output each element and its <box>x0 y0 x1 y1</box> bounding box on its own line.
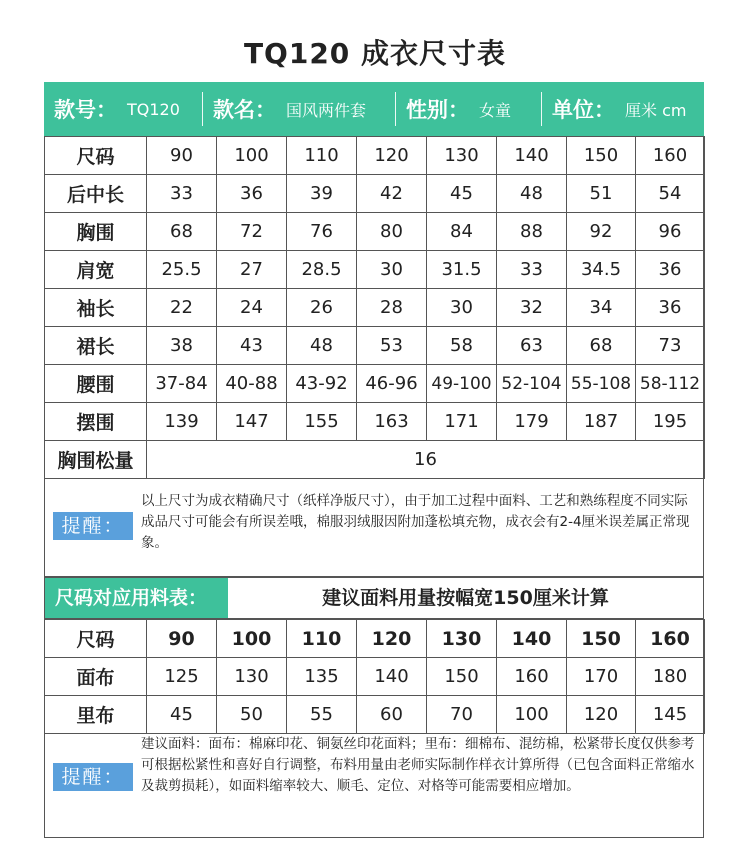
fabric-subtitle: 建议面料用量按幅宽150厘米计算 <box>322 587 609 609</box>
fabric-header <box>44 577 704 619</box>
table-cell: 68 <box>567 327 636 365</box>
table-cell: 170 <box>567 658 636 696</box>
table-cell: 50 <box>217 696 287 734</box>
table-cell: 63 <box>497 327 567 365</box>
row-label: 肩宽 <box>45 251 147 289</box>
ease-label: 胸围松量 <box>45 441 147 479</box>
table-cell: 49-100 <box>427 365 497 403</box>
table-cell: 120 <box>567 696 636 734</box>
header-cell: 120 <box>357 137 427 175</box>
reminder-badge: 提醒： <box>53 763 133 791</box>
table-cell: 96 <box>636 213 705 251</box>
table-cell: 147 <box>217 403 287 441</box>
table-cell: 160 <box>497 658 567 696</box>
divider <box>202 92 203 126</box>
table-row <box>45 289 705 327</box>
table-cell: 38 <box>147 327 217 365</box>
table-cell: 31.5 <box>427 251 497 289</box>
gender <box>396 82 541 136</box>
style-no-key: 款号： <box>54 98 117 122</box>
table-cell: 58 <box>427 327 497 365</box>
header-cell: 160 <box>636 137 705 175</box>
header-cell: 130 <box>427 137 497 175</box>
table-cell: 43 <box>217 327 287 365</box>
header-cell: 140 <box>497 137 567 175</box>
table-cell: 60 <box>357 696 427 734</box>
table-cell: 88 <box>497 213 567 251</box>
row-label: 面布 <box>45 658 147 696</box>
header-cell: 110 <box>287 620 357 658</box>
row-label: 裙长 <box>45 327 147 365</box>
table-cell: 32 <box>497 289 567 327</box>
table-cell: 48 <box>497 175 567 213</box>
table-cell: 40-88 <box>217 365 287 403</box>
table-cell: 54 <box>636 175 705 213</box>
table-cell: 140 <box>357 658 427 696</box>
table-cell: 125 <box>147 658 217 696</box>
row-label: 摆围 <box>45 403 147 441</box>
header-cell: 160 <box>636 620 705 658</box>
reminder-text: 以上尺寸为成衣精确尺寸（纸样净版尺寸），由于加工过程中面料、工艺和熟练程度不同实际成品尺寸可能会有所误差哦，棉服羽绒服因附加蓬松填充物，成衣会有2-4厘米误差属正常现象。 <box>141 493 690 551</box>
header-cell: 120 <box>357 620 427 658</box>
table-cell: 48 <box>287 327 357 365</box>
style-name-key: 款名： <box>213 98 276 122</box>
table-row <box>45 658 705 696</box>
table-cell: 28.5 <box>287 251 357 289</box>
header-cell: 100 <box>217 620 287 658</box>
table-cell: 155 <box>287 403 357 441</box>
table-cell: 36 <box>636 251 705 289</box>
header-cell: 110 <box>287 137 357 175</box>
table-cell: 73 <box>636 327 705 365</box>
page-title: TQ120 成衣尺寸表 <box>243 37 507 70</box>
table-cell: 42 <box>357 175 427 213</box>
table-cell: 45 <box>427 175 497 213</box>
table-row <box>45 403 705 441</box>
table-row <box>45 327 705 365</box>
table-row <box>45 251 705 289</box>
table-cell: 76 <box>287 213 357 251</box>
table-cell: 68 <box>147 213 217 251</box>
row-label: 里布 <box>45 696 147 734</box>
fabric-table <box>44 619 705 734</box>
table-cell: 45 <box>147 696 217 734</box>
header-cell: 150 <box>567 620 636 658</box>
table-cell: 36 <box>636 289 705 327</box>
table-cell: 139 <box>147 403 217 441</box>
unit-key: 单位： <box>552 98 615 122</box>
gender-value: 女童 <box>479 100 512 120</box>
table-cell: 39 <box>287 175 357 213</box>
divider <box>541 92 542 126</box>
gender-key: 性别： <box>406 98 469 122</box>
header-cell: 尺码 <box>45 620 147 658</box>
ease-row <box>45 441 705 479</box>
table-cell: 187 <box>567 403 636 441</box>
table-cell: 30 <box>357 251 427 289</box>
table-cell: 27 <box>217 251 287 289</box>
row-label: 袖长 <box>45 289 147 327</box>
table-cell: 33 <box>497 251 567 289</box>
table-cell: 72 <box>217 213 287 251</box>
note-box-1 <box>44 477 704 577</box>
style-no <box>44 82 202 136</box>
header-cell: 90 <box>147 137 217 175</box>
table-row <box>45 213 705 251</box>
table-cell: 34.5 <box>567 251 636 289</box>
table-cell: 52-104 <box>497 365 567 403</box>
table-cell: 55 <box>287 696 357 734</box>
table-row <box>45 365 705 403</box>
style-no-value: TQ120 <box>127 99 180 119</box>
table-cell: 70 <box>427 696 497 734</box>
header-cell: 90 <box>147 620 217 658</box>
table-cell: 43-92 <box>287 365 357 403</box>
table-cell: 55-108 <box>567 365 636 403</box>
header-cell: 140 <box>497 620 567 658</box>
table-cell: 26 <box>287 289 357 327</box>
unit <box>542 82 702 136</box>
table-cell: 145 <box>636 696 705 734</box>
unit-value: 厘米 cm <box>625 100 687 120</box>
style-name-value: 国风两件套 <box>286 100 367 120</box>
table-cell: 36 <box>217 175 287 213</box>
table-cell: 28 <box>357 289 427 327</box>
table-cell: 25.5 <box>147 251 217 289</box>
table-cell: 150 <box>427 658 497 696</box>
table-cell: 30 <box>427 289 497 327</box>
size-table <box>44 136 705 479</box>
style-name <box>203 82 395 136</box>
header-cell: 100 <box>217 137 287 175</box>
header-cell: 150 <box>567 137 636 175</box>
row-label: 腰围 <box>45 365 147 403</box>
table-cell: 100 <box>497 696 567 734</box>
size-header-row <box>45 137 705 175</box>
table-cell: 180 <box>636 658 705 696</box>
table-cell: 24 <box>217 289 287 327</box>
table-cell: 135 <box>287 658 357 696</box>
fabric-header-row <box>45 620 705 658</box>
table-cell: 46-96 <box>357 365 427 403</box>
info-header <box>44 82 704 136</box>
ease-value: 16 <box>147 441 705 479</box>
table-cell: 53 <box>357 327 427 365</box>
table-cell: 37-84 <box>147 365 217 403</box>
fabric-title: 尺码对应用料表： <box>45 578 228 618</box>
table-cell: 163 <box>357 403 427 441</box>
table-cell: 92 <box>567 213 636 251</box>
header-cell: 尺码 <box>45 137 147 175</box>
note-box-2 <box>44 718 704 838</box>
divider <box>395 92 396 126</box>
table-cell: 130 <box>217 658 287 696</box>
table-cell: 51 <box>567 175 636 213</box>
header-cell: 130 <box>427 620 497 658</box>
table-cell: 84 <box>427 213 497 251</box>
row-label: 胸围 <box>45 213 147 251</box>
table-cell: 171 <box>427 403 497 441</box>
table-cell: 22 <box>147 289 217 327</box>
reminder-text: 建议面料：面布：棉麻印花、铜氨丝印花面料；里布：细棉布、混纺棉，松紧带长度仅供参考可根据松紧性和喜好自行调整，布料用量由老师实际制作样衣计算所得（已包含面料正常缩水及裁剪损耗），如面料缩率较大、顺毛、定位、对格等可能需要相应增加。 <box>141 736 695 794</box>
table-cell: 179 <box>497 403 567 441</box>
table-cell: 33 <box>147 175 217 213</box>
row-label: 后中长 <box>45 175 147 213</box>
table-cell: 34 <box>567 289 636 327</box>
reminder-badge: 提醒： <box>53 512 133 540</box>
table-row <box>45 175 705 213</box>
table-cell: 80 <box>357 213 427 251</box>
table-cell: 195 <box>636 403 705 441</box>
table-cell: 58-112 <box>636 365 705 403</box>
